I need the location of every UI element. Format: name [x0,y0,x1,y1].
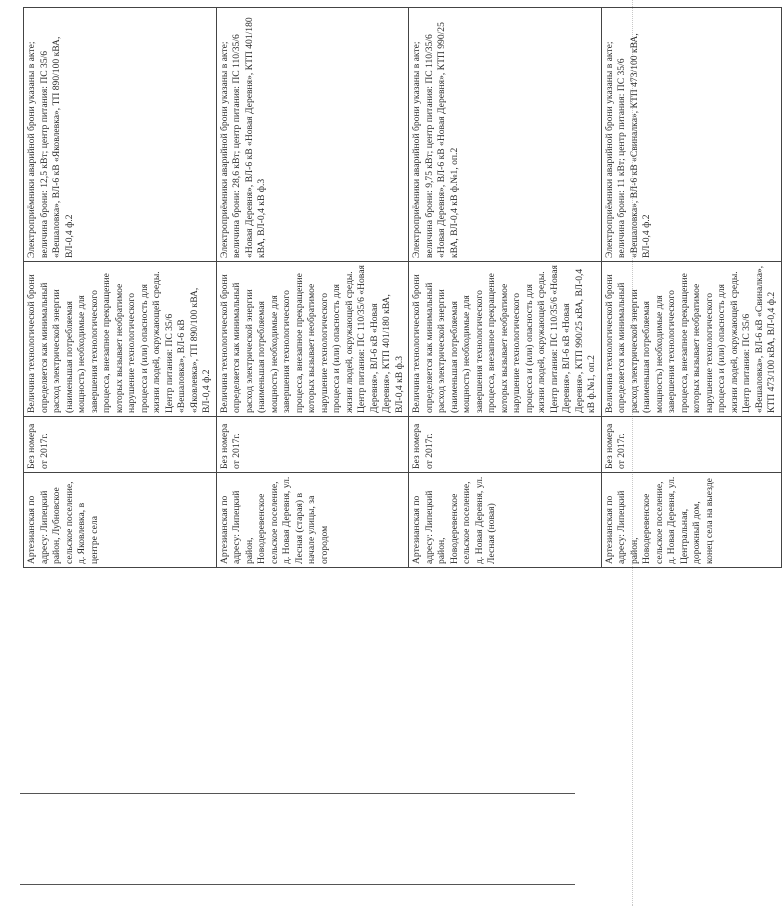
emergency-reserve-cell: Электроприёмники аварийной брони указаны в акте; величина брони: 11 кВт; центр питания: ПС 35/6 «Вешаловка», ВЛ-6 кВ «Свиналка», КТП 473/100 кВА, ВЛ-0,4 ф.2 [601,8,781,262]
address-cell: Артезианская по адресу: Липецкий район, Новодеревенское сельское поселение, д. Новая Деревня, ул. Лесная (новая) [409,473,602,568]
emergency-reserve-cell: Электроприёмники аварийной брони указаны в акте; величина брони: 9,75 кВт; центр питания: ПС 110/35/6 «Новая Деревня», ВЛ-6 кВ «Новая Деревня», КТП 990/25 кВА, ВЛ-0,4 кВ ф.№1, оп.2 [409,8,602,262]
emergency-reserve-cell: Электроприёмники аварийной брони указаны в акте; величина брони: 28,6 кВт; центр питания: ПС 110/35/6 «Новая Деревня», ВЛ-6 кВ «Новая Деревня», КТП 401/180 кВА, ВЛ-0,4 кВ ф.3 [216,8,409,262]
act-number-cell: Без номера от 2017г. [24,417,217,473]
act-number-cell: Без номера от 2017г. [216,417,409,473]
tech-reserve-cell: Величина технологической брони определяется как минимальный расход электрической энергии (наименьшая потребляемая мощность) необходимые для завершения технологического процесса, внезапное прекращение которых вызывает необратимое нарушение технологического процесса и (или) опасность для жизни людей, окружающей среды. Центр питания: ПС 110/35/6 «Новая Деревня», ВЛ-6 кВ «Новая Деревня», КТП 401/180 кВА, ВЛ-0,4 кВ ф.3 [216,262,409,417]
emergency-reserve-cell: Электроприёмники аварийной брони указаны в акте; величина брони: 12,5 кВт; центр питания: ПС 35/6 «Вешаловка», ВЛ-6 кВ «Яковлевка», ТП 890/100 кВА, ВЛ-0,4 ф.2 [24,8,217,262]
address-cell: Артезианская по адресу: Липецкий район, Новодеревенское сельское поселение, д. Новая Деревня, ул. Лесная (старая) в начале улицы, за огородом [216,473,409,568]
act-number-cell: Без номера от 2017г. [409,417,602,473]
reservation-table [23,7,782,568]
table-row [601,8,781,568]
act-number-cell: Без номера от 2017г. [601,417,781,473]
tech-reserve-cell: Величина технологической брони определяется как минимальный расход электрической энергии (наименьшая потребляемая мощность) необходимые для завершения технологического процесса, внезапное прекращение которых вызывает необратимое нарушение технологического процесса и (или) опасность для жизни людей, окружающей среды. Центр питания: ПС 110/35/6 «Новая Деревня», ВЛ-6 кВ «Новая Деревня», КТП 990/25 кВА, ВЛ-0,4 кВ ф.№1, оп.2 [409,262,602,417]
margin-rule [20,793,575,794]
address-cell: Артезианская по адресу: Липецкий район, Новодеревенское сельское поселение, д. Новая Деревня, ул. Центральная, дорожный дом, конец села на выезде [601,473,781,568]
table-row [24,8,217,568]
margin-rule [20,884,575,885]
table-row [216,8,409,568]
tech-reserve-cell: Величина технологической брони определяется как минимальный расход электрической энергии (наименьшая потребляемая мощность) необходимые для завершения технологического процесса, внезапное прекращение которых вызывает необратимое нарушение технологического процесса и (или) опасность для жизни людей, окружающей среды. Центр питания: ПС 35/6 «Вешаловка», ВЛ-6 кВ «Яковлевка», ТП 890/100 кВА, ВЛ-0,4 ф.2 [24,262,217,417]
address-cell: Артезианская по адресу: Липецкий район, Лубновское сельское поселение, д. Яковлевка, в центре села [24,473,217,568]
tech-reserve-cell: Величина технологической брони определяется как минимальный расход электрической энергии (наименьшая потребляемая мощность) необходимые для завершения технологического процесса, внезапное прекращение которых вызывает необратимое нарушение технологического процесса и (или) опасность для жизни людей, окружающей среды. Центр питания: ПС 35/6 «Вешаловка», ВЛ-6 кВ «Свиналка», КТП 473/100 кВА, ВЛ-0,4 ф.2 [601,262,781,417]
table-row [409,8,602,568]
